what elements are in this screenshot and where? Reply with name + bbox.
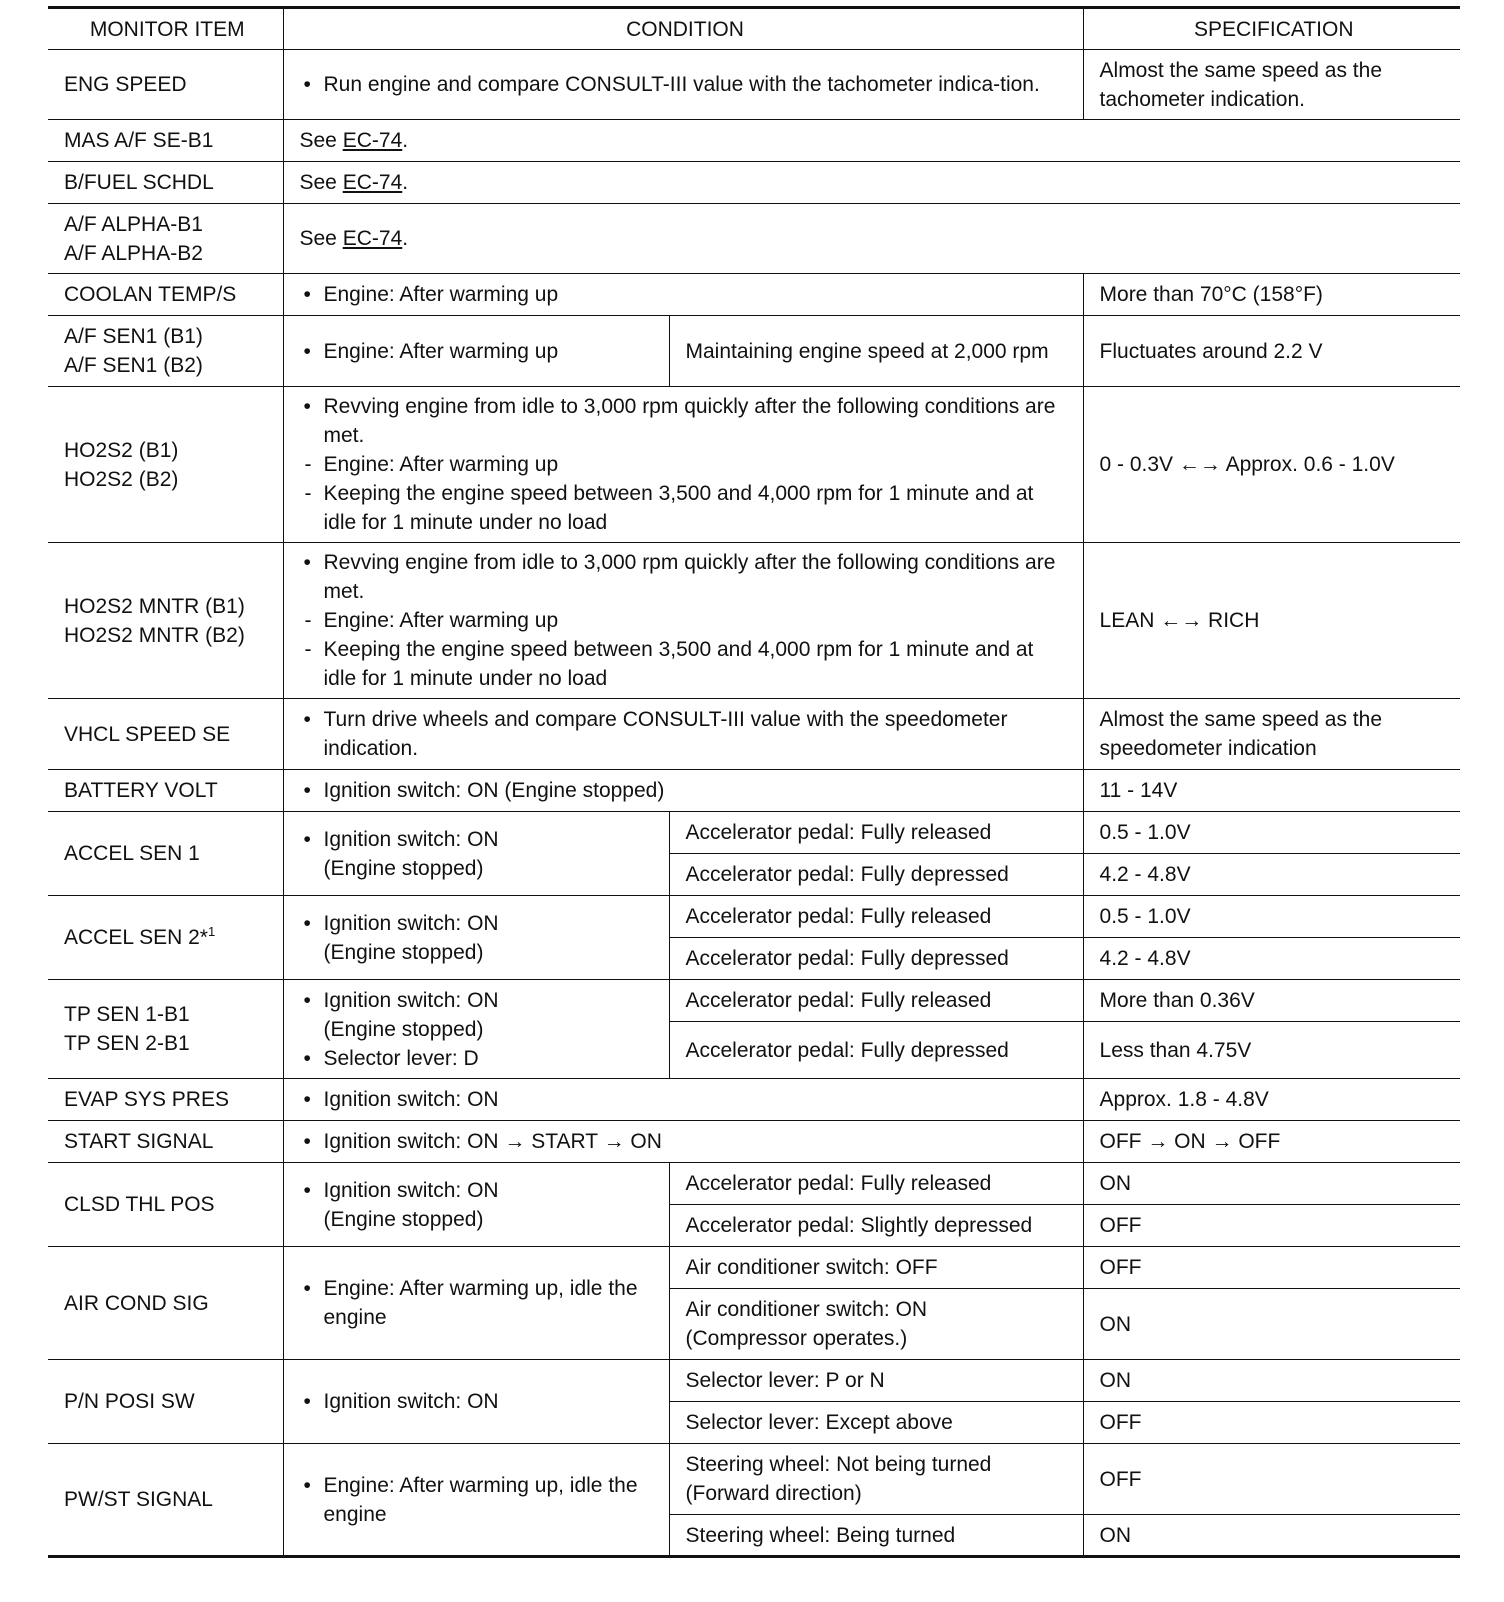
spec-cell: Approx. 1.8 - 4.8V — [1083, 1079, 1460, 1121]
spec-cell: OFF → ON → OFF — [1083, 1121, 1460, 1163]
row-eng-speed — [48, 50, 1460, 120]
subcondition-cell: Steering wheel: Being turned — [669, 1515, 1083, 1557]
condition-bullet: • Ignition switch: ON → START → ON — [300, 1127, 1071, 1156]
header-row — [48, 8, 1460, 50]
subcondition-cell: Selector lever: Except above — [669, 1402, 1083, 1444]
condition-cell — [283, 316, 669, 387]
item-cell: AIR COND SIG — [48, 1247, 283, 1360]
item-cell: B/FUEL SCHDL — [48, 162, 283, 204]
spec-cell: OFF — [1083, 1444, 1460, 1515]
ec-74-link[interactable]: EC-74 — [342, 171, 403, 194]
condition-bullet: • Turn drive wheels and compare CONSULT-III value with the speedometer indication. — [300, 705, 1071, 763]
row-accel1 — [48, 812, 1460, 854]
condition-cell — [283, 120, 1460, 162]
see-text: See — [299, 129, 337, 152]
condition-cell — [283, 699, 1083, 770]
spec-cell: 4.2 - 4.8V — [1083, 854, 1460, 896]
condition-bullet: • Engine: After warming up — [300, 337, 657, 366]
period: . — [402, 129, 409, 152]
spec-cell: ON — [1083, 1360, 1460, 1402]
item-line: A/F SEN1 (B2) — [64, 354, 203, 377]
row-bfuel — [48, 162, 1460, 204]
condition-cell — [283, 980, 669, 1079]
item-cell: START SIGNAL — [48, 1121, 283, 1163]
row-mas — [48, 120, 1460, 162]
footnote-mark: 1 — [207, 924, 216, 939]
condition-continuation: (Engine stopped) — [323, 1207, 484, 1231]
monitor-spec-table — [48, 6, 1460, 1558]
item-cell — [48, 204, 283, 274]
item-cell: BATTERY VOLT — [48, 770, 283, 812]
header-specification: SPECIFICATION — [1083, 8, 1460, 50]
spec-cell: 0.5 - 1.0V — [1083, 812, 1460, 854]
condition-bullet: • Engine: After warming up, idle the engine — [300, 1471, 657, 1529]
condition-cell — [283, 543, 1083, 699]
row-alpha — [48, 204, 1460, 274]
item-cell — [48, 896, 283, 980]
spec-cell: More than 70°C (158°F) — [1083, 274, 1460, 316]
row-clsd — [48, 1163, 1460, 1205]
row-evap — [48, 1079, 1460, 1121]
condition-cell — [283, 896, 669, 980]
row-coolan — [48, 274, 1460, 316]
item-cell — [48, 387, 283, 543]
condition-dash-item: - Engine: After warming up — [300, 606, 1071, 635]
subcondition-cell: Accelerator pedal: Fully depressed — [669, 854, 1083, 896]
condition-cell — [283, 1163, 669, 1247]
row-pnposi — [48, 1360, 1460, 1402]
condition-cell — [283, 1360, 669, 1444]
item-line: HO2S2 (B2) — [64, 467, 179, 491]
spec-cell: Less than 4.75V — [1083, 1022, 1460, 1079]
row-ho2s2-mntr — [48, 543, 1460, 699]
subcondition-line: (Compressor operates.) — [685, 1327, 908, 1350]
condition-cell — [283, 274, 1083, 316]
row-vhcl — [48, 699, 1460, 770]
ec-74-link[interactable]: EC-74 — [342, 227, 403, 250]
condition-bullet: • Selector lever: D — [300, 1044, 657, 1073]
condition-cell — [283, 1121, 1083, 1163]
period: . — [402, 171, 409, 194]
condition-cell — [283, 50, 1083, 120]
item-line: HO2S2 MNTR (B2) — [64, 623, 245, 647]
condition-bullet: • Run engine and compare CONSULT-III value with the tachometer indica-tion. — [300, 70, 1071, 99]
see-text: See — [299, 227, 337, 250]
condition-dash-item: - Keeping the engine speed between 3,500 and 4,000 rpm for 1 minute and at idle for 1 minute under no load — [300, 479, 1071, 537]
subcondition-cell: Accelerator pedal: Fully released — [669, 980, 1083, 1022]
subcondition-cell — [669, 1289, 1083, 1360]
item-line: TP SEN 1-B1 — [64, 1003, 190, 1026]
subcondition-cell — [669, 1444, 1083, 1515]
condition-bullet: • Revving engine from idle to 3,000 rpm quickly after the following conditions are met. — [300, 392, 1071, 450]
subcondition-cell: Accelerator pedal: Slightly depressed — [669, 1205, 1083, 1247]
condition-cell — [283, 770, 1083, 812]
condition-bullet: • Ignition switch: ON — [300, 1085, 1071, 1114]
condition-bullet: • Ignition switch: ON — [300, 1387, 657, 1416]
condition-dash-item: - Engine: After warming up — [300, 450, 1071, 479]
spec-cell: 11 - 14V — [1083, 770, 1460, 812]
condition-bullet: • Revving engine from idle to 3,000 rpm quickly after the following conditions are met. — [300, 548, 1071, 606]
subcondition-cell: Accelerator pedal: Fully released — [669, 812, 1083, 854]
spec-cell: ON — [1083, 1163, 1460, 1205]
condition-cell — [283, 204, 1460, 274]
condition-continuation: (Engine stopped) — [323, 940, 484, 964]
row-tpsen — [48, 980, 1460, 1022]
item-cell: COOLAN TEMP/S — [48, 274, 283, 316]
condition-continuation: (Engine stopped) — [323, 856, 484, 880]
item-line: A/F ALPHA-B1 — [64, 212, 203, 236]
condition-bullet: • Ignition switch: ON — [300, 909, 657, 938]
condition-bullet: • Engine: After warming up, idle the engine — [300, 1274, 657, 1332]
item-cell — [48, 316, 283, 387]
spec-cell: OFF — [1083, 1205, 1460, 1247]
item-line: HO2S2 MNTR (B1) — [64, 594, 245, 618]
header-condition: CONDITION — [283, 8, 1083, 50]
header-monitor-item: MONITOR ITEM — [48, 8, 283, 50]
spec-cell: ON — [1083, 1515, 1460, 1557]
condition-cell — [283, 812, 669, 896]
row-start — [48, 1121, 1460, 1163]
spec-cell: Fluctuates around 2.2 V — [1083, 316, 1460, 387]
spec-cell: ON — [1083, 1289, 1460, 1360]
subcondition-cell: Selector lever: P or N — [669, 1360, 1083, 1402]
item-cell: VHCL SPEED SE — [48, 699, 283, 770]
item-line: A/F ALPHA-B2 — [64, 241, 203, 265]
condition-dash-item: - Keeping the engine speed between 3,500 and 4,000 rpm for 1 minute and at idle for 1 minute under no load — [300, 635, 1071, 693]
item-cell: ACCEL SEN 1 — [48, 812, 283, 896]
subcondition-line: (Forward direction) — [685, 1482, 862, 1505]
subcondition-cell: Maintaining engine speed at 2,000 rpm — [669, 316, 1083, 387]
ec-74-link[interactable]: EC-74 — [342, 129, 403, 152]
spec-cell: Almost the same speed as the tachometer indication. — [1083, 50, 1460, 120]
subcondition-line: Steering wheel: Not being turned — [685, 1453, 992, 1476]
spec-cell: More than 0.36V — [1083, 980, 1460, 1022]
row-battery — [48, 770, 1460, 812]
item-cell — [48, 980, 283, 1079]
subcondition-cell: Accelerator pedal: Fully released — [669, 896, 1083, 938]
item-cell: MAS A/F SE-B1 — [48, 120, 283, 162]
item-cell: EVAP SYS PRES — [48, 1079, 283, 1121]
condition-cell — [283, 1247, 669, 1360]
item-cell — [48, 543, 283, 699]
row-accel2 — [48, 896, 1460, 938]
item-cell: CLSD THL POS — [48, 1163, 283, 1247]
row-pwst — [48, 1444, 1460, 1515]
condition-bullet: • Ignition switch: ON — [300, 986, 657, 1015]
spec-cell: 4.2 - 4.8V — [1083, 938, 1460, 980]
condition-cell — [283, 387, 1083, 543]
item-line: A/F SEN1 (B1) — [64, 325, 203, 348]
spec-cell: 0.5 - 1.0V — [1083, 896, 1460, 938]
item-label: ACCEL SEN 2* — [64, 926, 208, 949]
condition-bullet: • Engine: After warming up — [300, 280, 1071, 309]
item-cell: ENG SPEED — [48, 50, 283, 120]
condition-continuation: (Engine stopped) — [323, 1017, 484, 1041]
spec-cell: OFF — [1083, 1247, 1460, 1289]
subcondition-line: Air conditioner switch: ON — [685, 1298, 928, 1321]
subcondition-cell: Accelerator pedal: Fully depressed — [669, 938, 1083, 980]
spec-cell: Almost the same speed as the speedometer indication — [1083, 699, 1460, 770]
condition-bullet: • Ignition switch: ON (Engine stopped) — [300, 776, 1071, 805]
condition-cell — [283, 162, 1460, 204]
spec-cell: OFF — [1083, 1402, 1460, 1444]
item-line: HO2S2 (B1) — [64, 438, 179, 462]
row-ho2s2 — [48, 387, 1460, 543]
condition-cell — [283, 1079, 1083, 1121]
condition-bullet: • Ignition switch: ON — [300, 1176, 657, 1205]
condition-cell — [283, 1444, 669, 1557]
spec-cell: LEAN ←→ RICH — [1083, 543, 1460, 699]
subcondition-cell: Accelerator pedal: Fully released — [669, 1163, 1083, 1205]
subcondition-cell: Accelerator pedal: Fully depressed — [669, 1022, 1083, 1079]
spec-cell: 0 - 0.3V ←→ Approx. 0.6 - 1.0V — [1083, 387, 1460, 543]
row-aircond — [48, 1247, 1460, 1289]
item-cell: P/N POSI SW — [48, 1360, 283, 1444]
period: . — [402, 227, 409, 250]
condition-bullet: • Ignition switch: ON — [300, 825, 657, 854]
see-text: See — [299, 171, 337, 194]
subcondition-cell: Air conditioner switch: OFF — [669, 1247, 1083, 1289]
item-cell: PW/ST SIGNAL — [48, 1444, 283, 1557]
item-line: TP SEN 2-B1 — [64, 1032, 190, 1055]
row-afsen — [48, 316, 1460, 387]
